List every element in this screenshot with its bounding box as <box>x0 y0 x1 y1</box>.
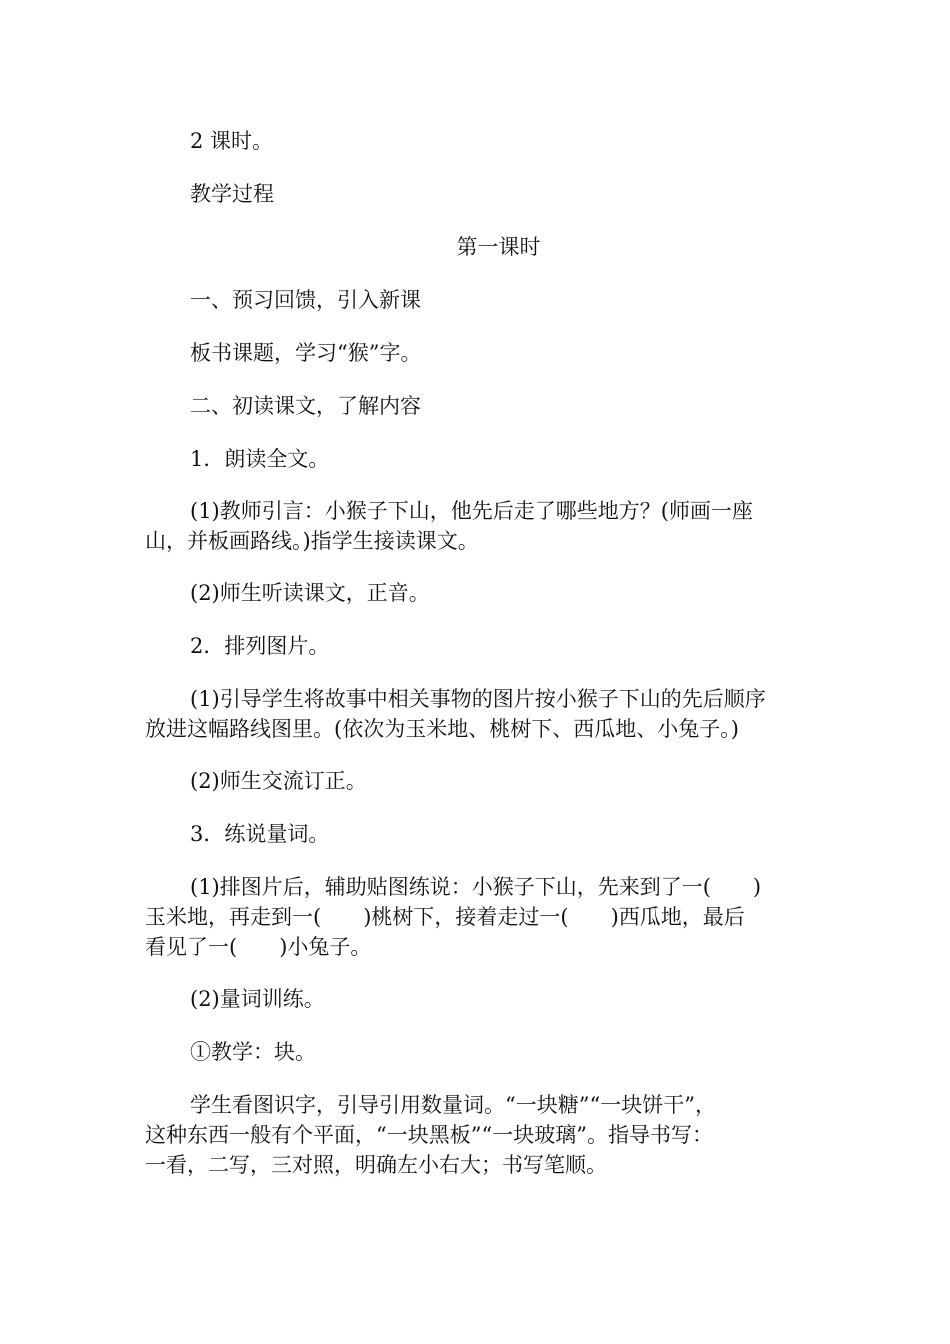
section-heading-1: 一、预习回馈，引入新课 <box>190 288 421 312</box>
subitem-teacher-intro-line1: (1)教师引言：小猴子下山，他先后走了哪些地方？(师画一座 <box>190 499 753 523</box>
paragraph-picture-literacy-line3: 一看，二写，三对照，明确左小右大；书写笔顺。 <box>145 1153 607 1177</box>
heading-teaching-process: 教学过程 <box>190 182 274 206</box>
item-read-aloud: 1．朗读全文。 <box>190 447 330 471</box>
subitem-guide-students-line1: (1)引导学生将故事中相关事物的图片按小猴子下山的先后顺序 <box>190 687 766 711</box>
paragraph-picture-literacy-line2: 这种东西一般有个平面，“一块黑板”“一块玻璃”。指导书写： <box>145 1123 713 1147</box>
subitem-practice-line2: 玉米地，再走到一( )桃树下，接着走过一( )西瓜地，最后 <box>145 905 745 929</box>
subitem-listen-read: (2)师生听读课文，正音。 <box>190 581 430 605</box>
item-arrange-pictures: 2．排列图片。 <box>190 634 330 658</box>
subitem-practice-line3: 看见了一( )小兔子。 <box>145 935 372 959</box>
section-heading-2: 二、初读课文，了解内容 <box>190 394 421 418</box>
item-measure-words: 3．练说量词。 <box>190 822 330 846</box>
subitem-teach-kuai: ①教学：块。 <box>190 1040 316 1064</box>
heading-first-lesson: 第一课时 <box>456 235 541 259</box>
paragraph-picture-literacy-line1: 学生看图识字，引导引用数量词。“一块糖”“一块饼干”， <box>190 1093 716 1117</box>
subitem-practice-line1: (1)排图片后，辅助贴图练说：小猴子下山，先来到了一( ) <box>190 875 762 899</box>
subitem-exchange-correct: (2)师生交流订正。 <box>190 769 367 793</box>
paragraph-class-hours: 2 课时。 <box>190 129 274 153</box>
subitem-teacher-intro-line2: 山，并板画路线。)指学生接读课文。 <box>145 529 479 553</box>
subitem-guide-students-line2: 放进这幅路线图里。(依次为玉米地、桃树下、西瓜地、小兔子。) <box>145 717 739 741</box>
subitem-measure-word-training: (2)量词训练。 <box>190 987 325 1011</box>
paragraph-board-title: 板书课题，学习“猴”字。 <box>190 341 422 365</box>
